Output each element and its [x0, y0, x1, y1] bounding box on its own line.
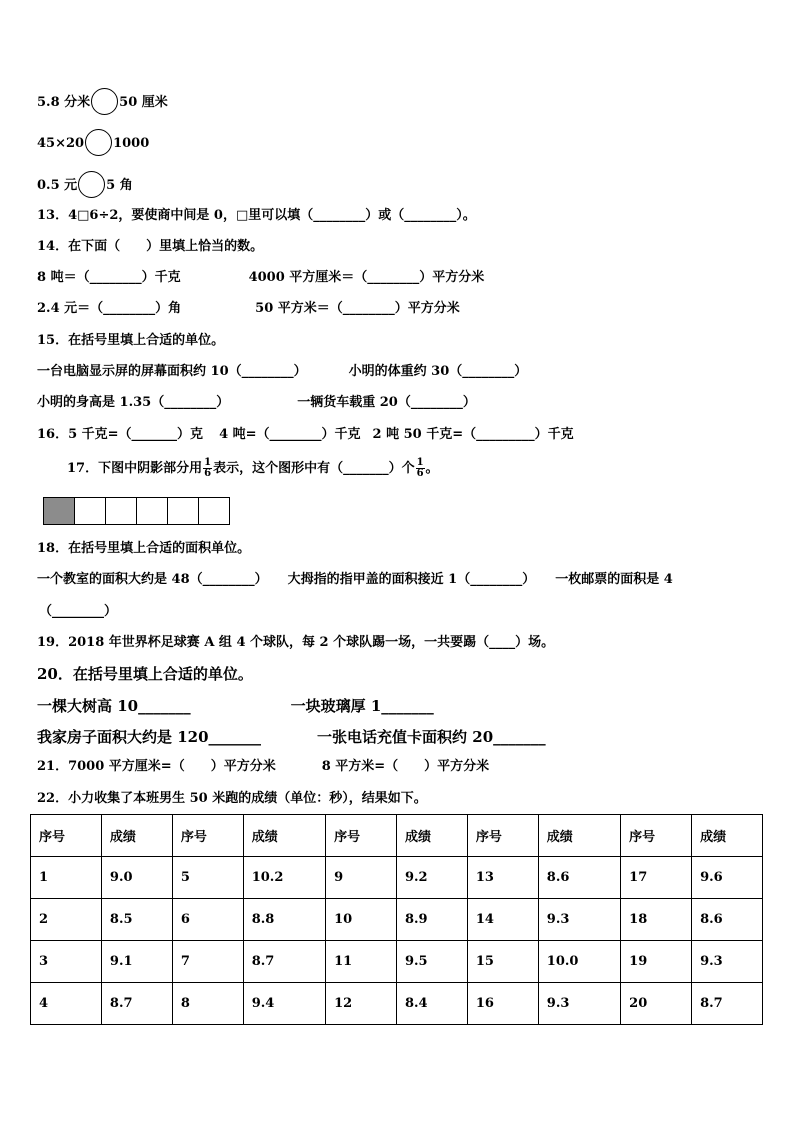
q20-item-a: 一棵大树高 10_______ [37, 697, 191, 715]
score-cell: 9.1 [101, 941, 172, 983]
q18-item-c: 一枚邮票的面积是 4 [555, 572, 673, 587]
q14-item-a: 8 吨＝（________）千克 [37, 270, 181, 285]
score-cell: 9.6 [692, 857, 763, 899]
q15-item-b: 小明的体重约 30（________） [348, 364, 528, 379]
score-cell: 9.5 [396, 941, 467, 983]
compare-right: 5 角 [106, 178, 133, 193]
header-cell: 成绩 [396, 815, 467, 857]
compare-right: 50 厘米 [119, 95, 168, 110]
q14-item-d: 50 平方米＝（________）平方分米 [255, 301, 460, 316]
fraction-numerator: 1 [204, 457, 212, 468]
header-cell: 成绩 [692, 815, 763, 857]
q21-item-b: 8 平方米=（ ）平方分米 [321, 759, 490, 774]
index-cell: 14 [467, 899, 538, 941]
fraction-denominator: 6 [204, 468, 212, 479]
score-cell: 8.9 [396, 899, 467, 941]
compare-line-2 [37, 130, 149, 157]
q21-item-a: 21．7000 平方厘米=（ ）平方分米 [37, 759, 276, 774]
header-cell: 成绩 [243, 815, 325, 857]
q17-text-3: 。 [425, 461, 439, 476]
unshaded-part [136, 497, 168, 525]
fraction-numerator: 1 [416, 457, 424, 468]
index-cell: 8 [172, 983, 243, 1025]
fraction-denominator: 6 [416, 468, 424, 479]
index-cell: 1 [31, 857, 102, 899]
index-cell: 20 [621, 983, 692, 1025]
question-22-title: 22．小力收集了本班男生 50 米跑的成绩（单位：秒），结果如下。 [37, 791, 427, 806]
compare-line-3 [37, 172, 133, 199]
table-row [31, 899, 763, 941]
score-cell: 8.6 [538, 857, 620, 899]
compare-left: 45×20 [37, 136, 85, 151]
score-cell: 9.3 [538, 983, 620, 1025]
answer-circle[interactable] [85, 129, 112, 156]
header-cell: 序号 [172, 815, 243, 857]
fraction-one-sixth [416, 458, 425, 479]
header-cell: 序号 [31, 815, 102, 857]
index-cell: 11 [326, 941, 397, 983]
question-15-title: 15．在括号里填上合适的单位。 [37, 333, 225, 348]
table-row [31, 941, 763, 983]
question-20-row-1 [37, 697, 434, 715]
q20-item-c: 我家房子面积大约是 120_______ [37, 728, 262, 746]
question-21 [37, 759, 489, 775]
index-cell: 7 [172, 941, 243, 983]
index-cell: 10 [326, 899, 397, 941]
score-cell: 9.0 [101, 857, 172, 899]
compare-line-1 [37, 89, 168, 116]
question-15-row-2 [37, 395, 476, 411]
q18-item-b: 大拇指的指甲盖的面积接近 1（________） [287, 572, 536, 587]
question-18-row-2: （________） [39, 604, 118, 619]
header-cell: 序号 [621, 815, 692, 857]
index-cell: 6 [172, 899, 243, 941]
score-cell: 8.8 [243, 899, 325, 941]
index-cell: 18 [621, 899, 692, 941]
divided-rectangle-figure [43, 497, 230, 525]
question-18-row-1 [37, 572, 673, 588]
question-20-title: 20．在括号里填上合适的单位。 [37, 665, 253, 683]
score-cell: 8.7 [243, 941, 325, 983]
table-row [31, 983, 763, 1025]
score-cell: 8.5 [101, 899, 172, 941]
index-cell: 13 [467, 857, 538, 899]
index-cell: 5 [172, 857, 243, 899]
unshaded-part [198, 497, 230, 525]
index-cell: 19 [621, 941, 692, 983]
index-cell: 16 [467, 983, 538, 1025]
index-cell: 4 [31, 983, 102, 1025]
score-cell: 9.3 [692, 941, 763, 983]
q20-item-b: 一块玻璃厚 1_______ [290, 697, 434, 715]
q17-text-2: 表示，这个图形中有（_______）个 [213, 461, 415, 476]
header-cell: 序号 [467, 815, 538, 857]
header-cell: 成绩 [538, 815, 620, 857]
table-row [31, 857, 763, 899]
index-cell: 17 [621, 857, 692, 899]
score-cell: 8.7 [101, 983, 172, 1025]
unshaded-part [105, 497, 137, 525]
table-header-row [31, 815, 763, 857]
unshaded-part [167, 497, 199, 525]
score-cell: 9.4 [243, 983, 325, 1025]
q15-item-a: 一台电脑显示屏的屏幕面积约 10（________） [37, 364, 307, 379]
q14-item-b: 4000 平方厘米＝（________）平方分米 [248, 270, 485, 285]
score-cell: 8.6 [692, 899, 763, 941]
index-cell: 15 [467, 941, 538, 983]
header-cell: 成绩 [101, 815, 172, 857]
q18-item-a: 一个教室的面积大约是 48（________） [37, 572, 268, 587]
shaded-part [43, 497, 75, 525]
q20-item-d: 一张电话充值卡面积约 20_______ [317, 728, 546, 746]
q15-item-c: 小明的身高是 1.35（________） [37, 395, 230, 410]
compare-left: 5.8 分米 [37, 95, 91, 110]
index-cell: 3 [31, 941, 102, 983]
compare-left: 0.5 元 [37, 178, 78, 193]
index-cell: 12 [326, 983, 397, 1025]
question-18-title: 18．在括号里填上合适的面积单位。 [37, 541, 251, 556]
score-cell: 9.3 [538, 899, 620, 941]
answer-circle[interactable] [91, 88, 118, 115]
answer-circle[interactable] [78, 171, 105, 198]
question-19: 19．2018 年世界杯足球赛 A 组 4 个球队，每 2 个球队踢一场，一共要踢（____）场。 [37, 635, 555, 650]
q16-item-a: 16．5 千克=（_______）克 [37, 427, 204, 442]
index-cell: 2 [31, 899, 102, 941]
header-cell: 序号 [326, 815, 397, 857]
score-cell: 9.2 [396, 857, 467, 899]
fraction-one-sixth [203, 458, 212, 479]
q17-text-1: 17．下图中阴影部分用 [67, 461, 203, 476]
question-20-row-2 [37, 728, 546, 746]
score-cell: 8.4 [396, 983, 467, 1025]
question-14-row-2 [37, 301, 460, 317]
q16-item-b: 4 吨=（________）千克 [219, 427, 361, 442]
results-table [30, 814, 763, 1025]
unshaded-part [74, 497, 106, 525]
score-cell: 8.7 [692, 983, 763, 1025]
score-cell: 10.2 [243, 857, 325, 899]
question-14-title: 14．在下面（ ）里填上恰当的数。 [37, 239, 264, 254]
question-16 [37, 427, 574, 443]
question-17 [67, 458, 439, 479]
question-15-row-1 [37, 364, 527, 380]
compare-right: 1000 [113, 136, 150, 151]
q15-item-d: 一辆货车载重 20（________） [297, 395, 476, 410]
score-cell: 10.0 [538, 941, 620, 983]
index-cell: 9 [326, 857, 397, 899]
question-13: 13．4□6÷2，要使商中间是 0，□里可以填（________）或（________）。 [37, 208, 476, 223]
q16-item-c: 2 吨 50 千克=（_________）千克 [372, 427, 574, 442]
q14-item-c: 2.4 元＝（________）角 [37, 301, 182, 316]
question-14-row-1 [37, 270, 484, 286]
